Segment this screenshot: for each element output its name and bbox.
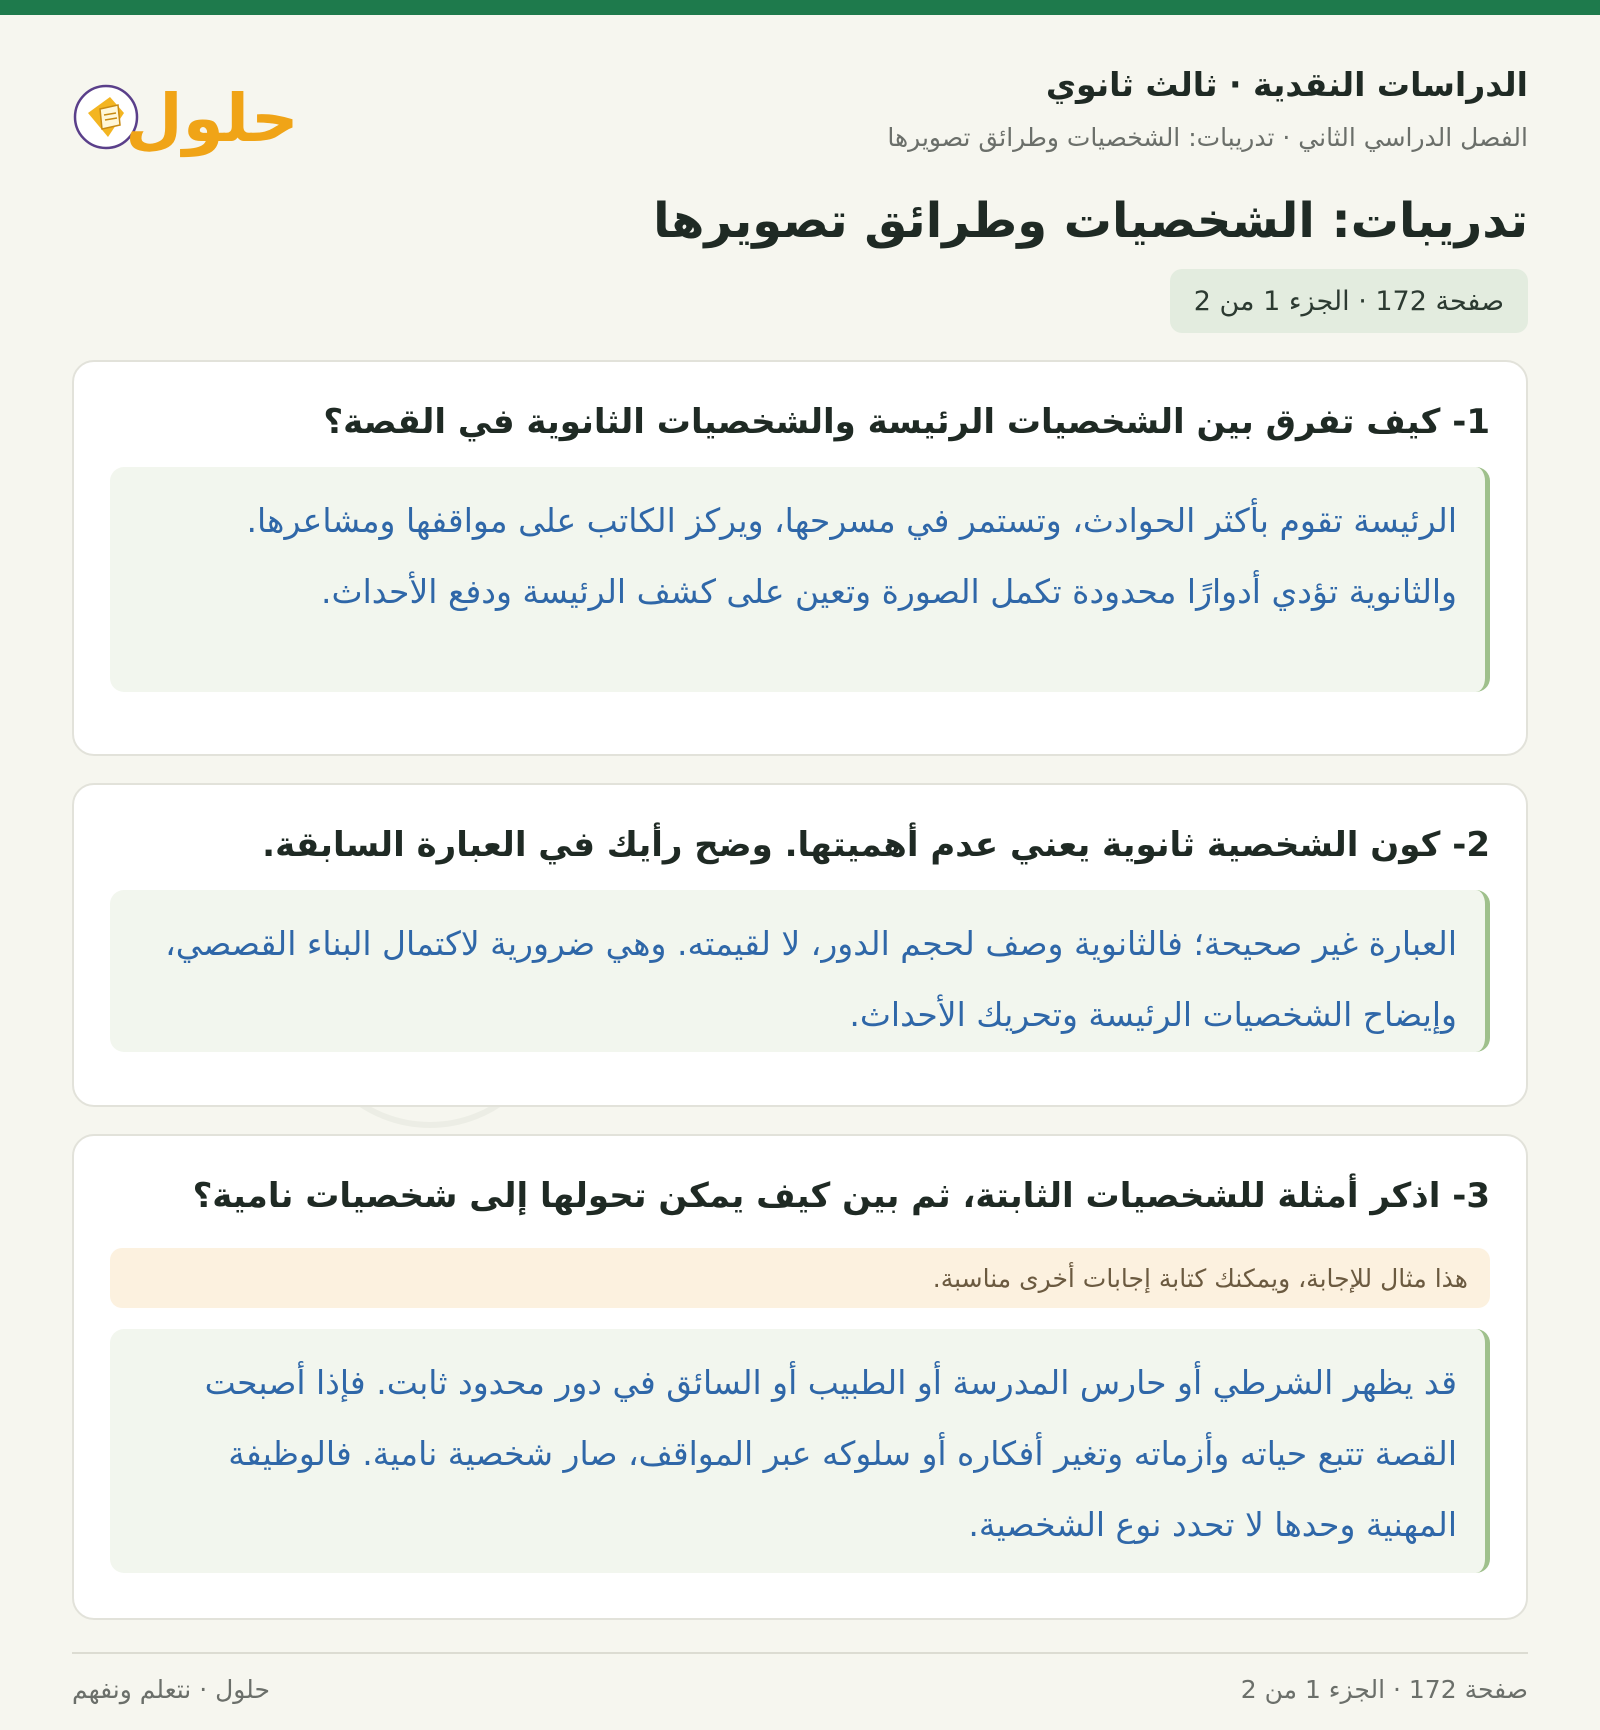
- page-title: تدريبات: الشخصيات وطرائق تصويرها: [653, 193, 1528, 249]
- question-card-1: [72, 360, 1528, 756]
- top-accent-bar: [0, 0, 1600, 15]
- question-card-3: [72, 1134, 1528, 1620]
- question-text-1: 1- كيف تفرق بين الشخصيات الرئيسة والشخصيات الثانوية في القصة؟: [323, 402, 1490, 442]
- answer-box-3: قد يظهر الشرطي أو حارس المدرسة أو الطبيب أو السائق في دور محدود ثابت. فإذا أصبحت القصة تتبع حياته وأزماته وتغير أفكاره أو سلوكه عبر المواقف، صار شخصية نامية. فالوظيفة المهنية وحدها لا تحدد نوع الشخصية.: [110, 1329, 1490, 1573]
- footer-page-info: صفحة 172 · الجزء 1 من 2: [1240, 1675, 1528, 1704]
- logo-wordmark: حلول: [125, 80, 299, 157]
- footer-divider: [72, 1652, 1528, 1654]
- answer-box-2: العبارة غير صحيحة؛ فالثانوية وصف لحجم الدور، لا لقيمته. وهي ضرورية لاكتمال البناء القصصي، وإيضاح الشخصيات الرئيسة وتحريك الأحداث.: [110, 890, 1490, 1052]
- breadcrumb: الفصل الدراسي الثاني · تدريبات: الشخصيات وطرائق تصويرها: [887, 122, 1528, 152]
- answer-box-1: الرئيسة تقوم بأكثر الحوادث، وتستمر في مسرحها، ويركز الكاتب على مواقفها ومشاعرها. والثانوية تؤدي أدوارًا محدودة تكمل الصورة وتعين على كشف الرئيسة ودفع الأحداث.: [110, 467, 1490, 692]
- header-text: [887, 65, 1528, 153]
- footer-brand: حلول · نتعلم ونفهم: [72, 1675, 270, 1704]
- question-text-2: 2- كون الشخصية ثانوية يعني عدم أهميتها. وضح رأيك في العبارة السابقة.: [262, 825, 1490, 865]
- site-logo[interactable]: [72, 63, 302, 163]
- course-title: الدراسات النقدية · ثالث ثانوي: [1045, 65, 1528, 104]
- page-badge: صفحة 172 · الجزء 1 من 2: [1170, 269, 1528, 333]
- answer-note: هذا مثال للإجابة، ويمكنك كتابة إجابات أخرى مناسبة.: [110, 1248, 1490, 1308]
- question-card-2: [72, 783, 1528, 1107]
- page-container: [72, 15, 1528, 1730]
- question-text-3: 3- اذكر أمثلة للشخصيات الثابتة، ثم بين كيف يمكن تحولها إلى شخصيات نامية؟: [192, 1176, 1490, 1216]
- header: [72, 15, 1528, 160]
